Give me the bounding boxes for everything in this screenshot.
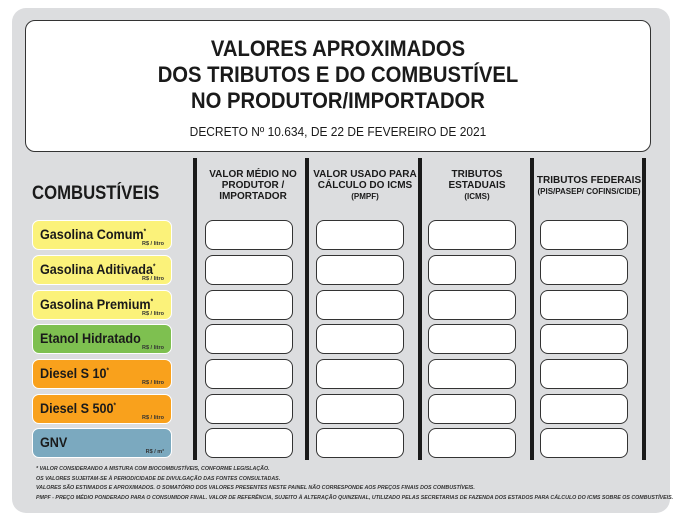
value-field[interactable] (205, 255, 293, 285)
value-field[interactable] (540, 255, 628, 285)
value-field[interactable] (205, 324, 293, 354)
value-field[interactable] (316, 394, 404, 424)
column-title: TRIBUTOS FEDERAIS (536, 174, 642, 186)
value-field[interactable] (540, 359, 628, 389)
value-field[interactable] (428, 255, 516, 285)
page-title (51, 36, 625, 114)
title-line: DOS TRIBUTOS E DO COMBUSTÍVEL (157, 62, 519, 87)
value-field[interactable] (316, 359, 404, 389)
unit: R$ / m³ (145, 449, 164, 455)
value-field[interactable] (428, 359, 516, 389)
value-field[interactable] (540, 324, 628, 354)
fuel-name (40, 434, 67, 450)
value-field[interactable] (540, 394, 628, 424)
fuel-label (32, 324, 172, 354)
unit: R$ / litro (141, 276, 164, 282)
fuel-label (32, 428, 172, 458)
fuel-name-text: Gasolina Comum (40, 226, 144, 242)
value-field[interactable] (316, 290, 404, 320)
column-header (311, 158, 419, 213)
note: * VALOR CONSIDERANDO A MISTURA COM BIOCOMBUSTÍVEIS, CONFORME LEGISLAÇÃO. (36, 466, 270, 472)
value-field[interactable] (540, 220, 628, 250)
fuel-label (32, 220, 172, 250)
value-field[interactable] (316, 428, 404, 458)
unit: R$ / litro (141, 311, 164, 317)
value-field[interactable] (205, 290, 293, 320)
asterisk: * (143, 228, 147, 236)
fuel-label (32, 359, 172, 389)
note: VALORES SÃO ESTIMADOS E APROXIMADOS. O SOMATÓRIO DOS VALORES PRESENTES NESTE PAINEL NÃO CORRESPONDE AOS PREÇOS FINAIS DOS COMBUSTÍVEIS. (36, 485, 475, 491)
value-field[interactable] (540, 428, 628, 458)
value-field[interactable] (428, 220, 516, 250)
fuel-name-text: Diesel S 500 (40, 400, 114, 416)
header-box (25, 20, 651, 152)
note: OS VALORES SUJEITAM-SE À PERIODICIDADE DE DIVULGAÇÃO DAS FONTES CONSULTADAS. (36, 475, 281, 482)
value-field[interactable] (205, 220, 293, 250)
title-line: VALORES APROXIMADOS (210, 36, 466, 61)
fuel-name-text: GNV (40, 434, 68, 450)
column-divider (193, 158, 197, 460)
unit: R$ / litro (141, 415, 164, 421)
value-field[interactable] (428, 324, 516, 354)
note: PMPF - PREÇO MÉDIO PONDERADO PARA O CONSUMIDOR FINAL. VALOR DE REFERÊNCIA, SUJEITO À ALTERAÇÃO QUINZENAL, UTILIZADO PELAS SECRETARIAS DE FAZENDA DOS ESTADOS PARA CÁLCULO DO ICMS SOBRE OS COMBUSTÍVEIS. (36, 494, 674, 501)
column-header (423, 158, 531, 213)
value-field[interactable] (428, 290, 516, 320)
decree-text: DECRETO Nº 10.634, DE 22 DE FEVEREIRO DE 2021 (189, 124, 487, 139)
fuel-name-text: Gasolina Aditivada (40, 261, 153, 277)
asterisk: * (152, 263, 156, 271)
fuel-name (40, 226, 146, 242)
fuel-name-text: Etanol Hidratado (40, 330, 141, 346)
fuel-name (40, 365, 109, 381)
unit: R$ / litro (141, 380, 164, 386)
fuel-name (40, 296, 153, 312)
value-field[interactable] (316, 324, 404, 354)
fuel-name (40, 330, 141, 346)
asterisk: * (113, 402, 117, 410)
value-field[interactable] (205, 359, 293, 389)
fuel-label (32, 290, 172, 320)
footnotes (36, 465, 673, 503)
section-label: COMBUSTÍVEIS (32, 183, 160, 204)
column-title: VALOR MÉDIO NO PRODUTOR / IMPORTADOR (209, 169, 297, 202)
unit: R$ / litro (141, 345, 164, 351)
column-title: VALOR USADO PARA CÁLCULO DO ICMS (313, 169, 417, 191)
value-field[interactable] (428, 394, 516, 424)
value-field[interactable] (540, 290, 628, 320)
asterisk: * (150, 298, 154, 306)
fuel-name (40, 400, 116, 416)
asterisk: * (106, 367, 110, 375)
fuel-label (32, 394, 172, 424)
column-header (535, 158, 643, 213)
fuel-label (32, 255, 172, 285)
value-field[interactable] (316, 220, 404, 250)
column-subtitle: (PMPF) (351, 192, 379, 201)
title-line: NO PRODUTOR/IMPORTADOR (191, 88, 485, 113)
fuel-name-text: Gasolina Premium (40, 296, 151, 312)
column-title: TRIBUTOS ESTADUAIS (448, 169, 506, 191)
column-subtitle: (ICMS) (464, 192, 490, 201)
value-field[interactable] (316, 255, 404, 285)
column-header (199, 158, 307, 213)
value-field[interactable] (205, 428, 293, 458)
value-field[interactable] (205, 394, 293, 424)
value-field[interactable] (428, 428, 516, 458)
fuel-name (40, 261, 155, 277)
fuel-name-text: Diesel S 10 (40, 365, 107, 381)
unit: R$ / litro (141, 241, 164, 247)
column-subtitle: (PIS/PASEP/ COFINS/CIDE) (537, 186, 641, 196)
